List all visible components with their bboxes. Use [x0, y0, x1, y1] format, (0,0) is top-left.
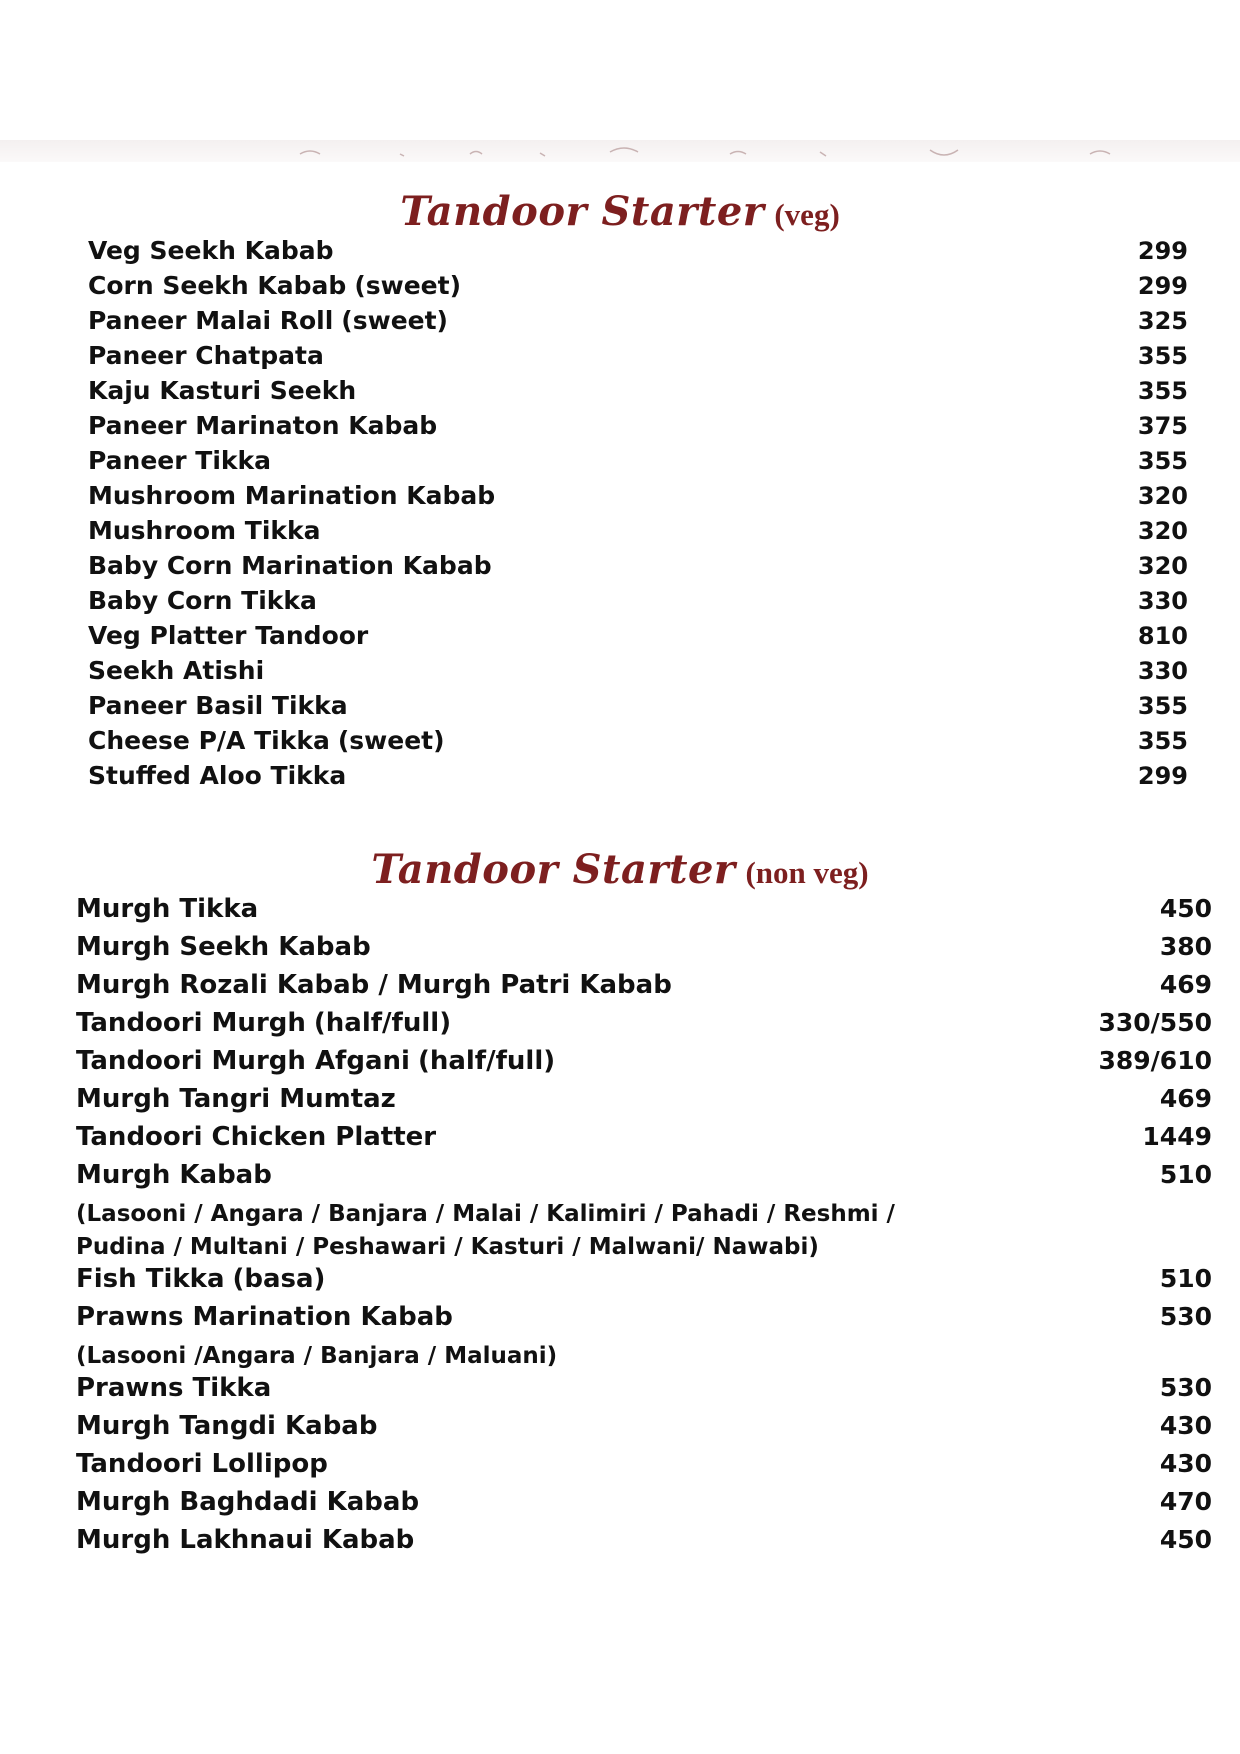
menu-item-note: (half/full): [417, 1046, 556, 1076]
menu-item-price: 510: [1159, 1160, 1212, 1189]
menu-item-name-text: Murgh Lakhnaui Kabab: [76, 1525, 415, 1555]
menu-item-name: [88, 516, 321, 545]
menu-item-name: [76, 1160, 272, 1190]
menu-item-name: [76, 1046, 555, 1076]
menu-item: [88, 761, 1188, 796]
menu-item: [88, 341, 1188, 376]
menu-item: [88, 516, 1188, 551]
menu-item-name-text: Paneer Tikka: [88, 446, 272, 475]
menu-item-price: 530: [1159, 1373, 1212, 1402]
menu-item-name-text: Murgh Tangdi Kabab: [76, 1411, 378, 1441]
menu-item: [88, 621, 1188, 656]
menu-item-price: 380: [1159, 932, 1212, 961]
nonveg-item-list: [76, 894, 1212, 1563]
menu-item: [76, 1264, 1212, 1302]
menu-item: [76, 1411, 1212, 1449]
menu-item-price: 299: [1137, 237, 1188, 265]
menu-item-price: 355: [1137, 727, 1188, 755]
menu-item-name-text: Fish Tikka: [76, 1264, 225, 1294]
menu-item-note: (sweet): [341, 306, 448, 335]
menu-item-name: [88, 306, 448, 335]
menu-item: [76, 894, 1212, 932]
menu-item-price: 355: [1137, 692, 1188, 720]
menu-item-name: [76, 1373, 271, 1403]
menu-item: [76, 1373, 1212, 1411]
menu-item: [76, 1302, 1212, 1340]
menu-item-name: [88, 236, 333, 265]
menu-item-name-text: Tandoori Lollipop: [76, 1449, 328, 1479]
menu-item-note: (half/full): [313, 1008, 452, 1038]
menu-item-price: 430: [1159, 1411, 1212, 1440]
menu-item-options: (Lasooni / Angara / Banjara / Malai / Kalimiri / Pahadi / Reshmi /: [76, 1201, 895, 1227]
menu-item-price: 1449: [1142, 1122, 1212, 1151]
menu-item-price: 299: [1137, 272, 1188, 300]
menu-item: [76, 1122, 1212, 1160]
menu-item-name-text: Murgh Kabab: [76, 1160, 272, 1190]
menu-item: [76, 1046, 1212, 1084]
menu-item: [76, 932, 1212, 970]
menu-item-name-text: Stuffed Aloo Tikka: [88, 761, 347, 790]
menu-item-name-text: Mushroom Marination Kabab: [88, 481, 496, 510]
menu-item: [88, 726, 1188, 761]
menu-item: [76, 1084, 1212, 1122]
menu-item-name: [76, 1302, 453, 1332]
menu-item-name: [88, 446, 271, 475]
veg-item-list: [88, 236, 1188, 796]
menu-item-price: 320: [1137, 552, 1188, 580]
section-subtitle: (non veg): [745, 855, 869, 890]
menu-item: [88, 446, 1188, 481]
section-subtitle: (veg): [774, 197, 840, 232]
menu-item-name: [76, 1264, 325, 1294]
menu-item-name-text: Baby Corn Tikka: [88, 586, 317, 615]
menu-item-name-text: Murgh Seekh Kabab: [76, 932, 371, 962]
section-title-text: Tandoor Starter: [371, 846, 736, 893]
menu-item: [88, 306, 1188, 341]
menu-item-name: [88, 376, 356, 405]
section-title-veg: [0, 188, 1240, 235]
menu-item-name: [76, 932, 371, 962]
menu-item-name-text: Murgh Baghdadi Kabab: [76, 1487, 420, 1517]
menu-item-name-text: Prawns Marination Kabab: [76, 1302, 453, 1332]
menu-item-price: 355: [1137, 377, 1188, 405]
menu-item-name: [88, 271, 461, 300]
menu-item: [76, 1449, 1212, 1487]
menu-item: [76, 1525, 1212, 1563]
menu-item-name: [88, 761, 346, 790]
menu-item-price: 469: [1159, 970, 1212, 999]
menu-item-name-text: Murgh Rozali Kabab / Murgh Patri Kabab: [76, 970, 672, 1000]
menu-item-name-text: Cheese P/A Tikka: [88, 726, 330, 755]
menu-item-price: 430: [1159, 1449, 1212, 1478]
menu-item: [88, 551, 1188, 586]
menu-item-price: 330/550: [1098, 1008, 1212, 1037]
menu-item: [88, 271, 1188, 306]
menu-item-options: (Lasooni /Angara / Banjara / Maluani): [76, 1343, 558, 1369]
menu-item: [76, 1487, 1212, 1525]
menu-item-name: [88, 726, 445, 755]
menu-item-name-text: Paneer Malai Roll: [88, 306, 334, 335]
menu-item-name-text: Tandoori Chicken Platter: [76, 1122, 437, 1152]
section-title-nonveg: [0, 846, 1240, 893]
menu-item-name: [76, 1525, 414, 1555]
menu-item-name-text: Seekh Atishi: [88, 656, 265, 685]
menu-item-name: [76, 1122, 436, 1152]
menu-item: [76, 1008, 1212, 1046]
menu-item-name: [76, 1084, 396, 1114]
menu-item-note: (basa): [232, 1264, 326, 1294]
menu-item-price: 320: [1137, 517, 1188, 545]
menu-item: [88, 376, 1188, 411]
menu-item-price: 330: [1137, 587, 1188, 615]
menu-item: [76, 1160, 1212, 1198]
menu-item-name-text: Baby Corn Marination Kabab: [88, 551, 492, 580]
menu-item-name: [88, 551, 492, 580]
menu-item-name-text: Tandoori Murgh: [76, 1008, 306, 1038]
menu-item: [88, 411, 1188, 446]
menu-item-name-text: Veg Platter Tandoor: [88, 621, 369, 650]
menu-item-name: [76, 1449, 328, 1479]
menu-item-price: 450: [1159, 1525, 1212, 1554]
menu-item-name: [88, 691, 348, 720]
menu-item-price: 325: [1137, 307, 1188, 335]
menu-item-price: 810: [1137, 622, 1188, 650]
menu-item-name: [76, 970, 672, 1000]
menu-item-note: (sweet): [337, 726, 445, 755]
menu-item-name-text: Paneer Marinaton Kabab: [88, 411, 438, 440]
menu-item-name: [76, 1008, 451, 1038]
menu-item: [88, 586, 1188, 621]
menu-item-price: 450: [1159, 894, 1212, 923]
menu-item-price: 320: [1137, 482, 1188, 510]
menu-item-name-text: Kaju Kasturi Seekh: [88, 376, 357, 405]
menu-item-name-text: Corn Seekh Kabab: [88, 271, 347, 300]
menu-item-name: [88, 341, 324, 370]
menu-item-price: 355: [1137, 342, 1188, 370]
section-title-text: Tandoor Starter: [400, 188, 765, 235]
menu-item-name: [76, 894, 258, 924]
menu-item-options: Pudina / Multani / Peshawari / Kasturi / Malwani/ Nawabi): [76, 1234, 819, 1260]
menu-item-price: 510: [1159, 1264, 1212, 1293]
menu-item-price: 355: [1137, 447, 1188, 475]
menu-item-price: 330: [1137, 657, 1188, 685]
menu-item-name-text: Paneer Chatpata: [88, 341, 324, 370]
menu-item-name-text: Mushroom Tikka: [88, 516, 321, 545]
menu-item-name-text: Tandoori Murgh Afgani: [76, 1046, 410, 1076]
menu-item-name-text: Paneer Basil Tikka: [88, 691, 348, 720]
menu-item-price: 375: [1137, 412, 1188, 440]
menu-item-price: 299: [1137, 762, 1188, 790]
menu-item-price: 469: [1159, 1084, 1212, 1113]
menu-item: [88, 691, 1188, 726]
menu-item-name: [88, 586, 317, 615]
menu-item: [88, 481, 1188, 516]
menu-item-price: 530: [1159, 1302, 1212, 1331]
menu-item-name-text: Prawns Tikka: [76, 1373, 272, 1403]
menu-item-name: [88, 481, 495, 510]
menu-item-name: [88, 656, 264, 685]
menu-item-name: [88, 411, 437, 440]
menu-item: [88, 656, 1188, 691]
menu-item-name-text: Murgh Tikka: [76, 894, 259, 924]
menu-item-note: (sweet): [354, 271, 462, 300]
menu-item-price: 389/610: [1098, 1046, 1212, 1075]
menu-item: [88, 236, 1188, 271]
menu-item-price: 470: [1159, 1487, 1212, 1516]
menu-item-name: [88, 621, 368, 650]
menu-item-name-text: Murgh Tangri Mumtaz: [76, 1084, 396, 1114]
menu-item-name-text: Veg Seekh Kabab: [88, 236, 334, 265]
menu-item-name: [76, 1487, 419, 1517]
menu-item-name: [76, 1411, 377, 1441]
menu-item: [76, 970, 1212, 1008]
